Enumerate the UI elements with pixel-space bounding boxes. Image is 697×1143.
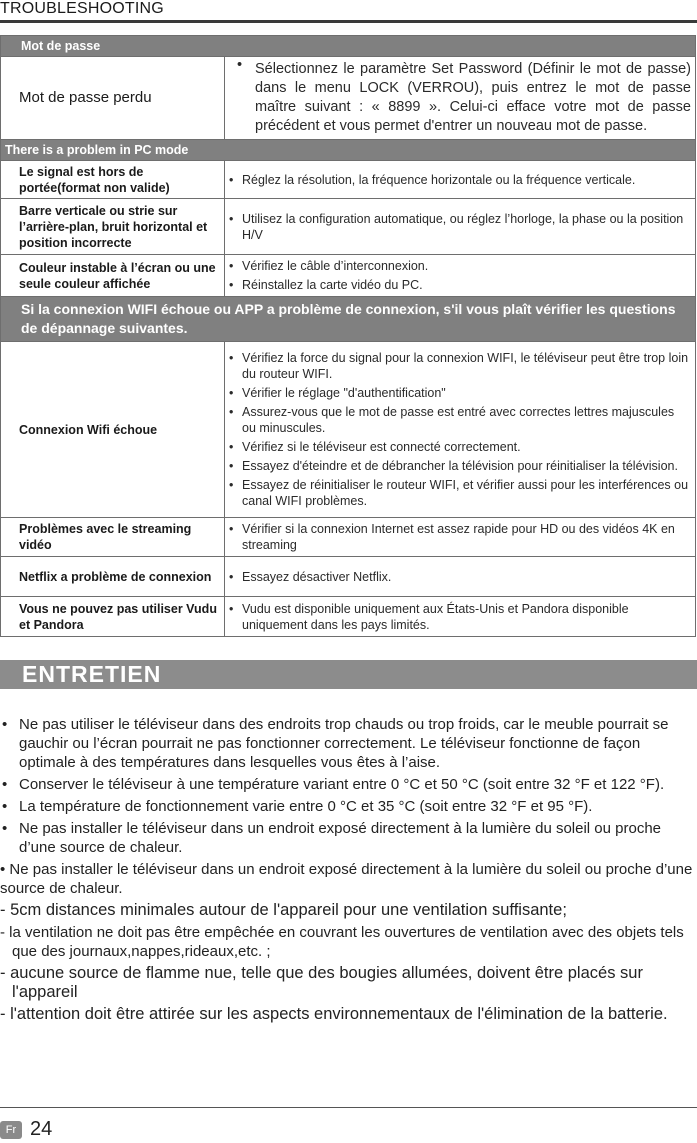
- section-header-wifi: Si la connexion WIFI échoue ou APP a problème de connexion, s'il vous plaît vérifier les questions de dépannage suivantes.: [1, 297, 696, 342]
- section-row-pc: [1, 140, 696, 161]
- solution-item: • Réglez la résolution, la fréquence horizontale ou la fréquence verticale.: [229, 172, 691, 188]
- section-row-wifi: [1, 297, 696, 342]
- issue-cell: Barre verticale ou strie sur l’arrière-plan, bruit horizontal et position incorrecte: [1, 199, 225, 255]
- issue-cell: Le signal est hors de portée(format non valide): [1, 161, 225, 199]
- page-title: TROUBLESHOOTING: [0, 0, 164, 17]
- solution-item: • Essayez d'éteindre et de débrancher la télévision pour réinitialiser la télévision.: [229, 458, 691, 474]
- entretien-dash-item: - 5cm distances minimales autour de l'appareil pour une ventilation suffisante;: [0, 901, 567, 919]
- issue-cell: Vous ne pouvez pas utiliser Vudu et Pandora: [1, 597, 225, 637]
- entretien-banner: [0, 660, 697, 689]
- solution-item: • Réinstallez la carte vidéo du PC.: [229, 277, 691, 293]
- table-row: [1, 342, 696, 518]
- section-header-pc: There is a problem in PC mode: [1, 140, 696, 161]
- entretien-bullet: • Ne pas installer le téléviseur dans un endroit exposé directement à la lumière du soleil ou proche d’une source de chaleur.: [0, 819, 697, 857]
- solution-cell: [225, 255, 696, 297]
- table-row: [1, 557, 696, 597]
- issue-cell: Netflix a problème de connexion: [1, 557, 225, 597]
- solution-item: • Essayez désactiver Netflix.: [229, 569, 691, 585]
- solution-cell: [225, 557, 696, 597]
- footer-rule: [0, 1107, 697, 1108]
- table-row: [1, 57, 696, 140]
- solution-item: • Assurez-vous que le mot de passe est entré avec correctes lettres majuscules ou minuscules.: [229, 404, 691, 436]
- solution-item: • Vérifiez le câble d’interconnexion.: [229, 258, 691, 274]
- issue-cell: Couleur instable à l’écran ou une seule couleur affichée: [1, 255, 225, 297]
- issue-cell: Connexion Wifi échoue: [1, 342, 225, 518]
- section-row-password: [1, 36, 696, 57]
- solution-cell: [225, 342, 696, 518]
- solution-cell: [225, 597, 696, 637]
- solution-cell: [225, 57, 696, 140]
- table-row: [1, 597, 696, 637]
- solution-item: • Sélectionnez le paramètre Set Password (Définir le mot de passe) dans le menu LOCK (VERROU), puis entrez le mot de passe maître suivant : « 8899 ». Celui-ci efface votre mot de passe précédent et vous permet d'entrer un nouveau mot de passe.: [229, 60, 691, 136]
- table-row: [1, 255, 696, 297]
- solution-cell: [225, 518, 696, 557]
- entretien-body: [0, 715, 697, 1027]
- table-row: [1, 199, 696, 255]
- table-row: [1, 161, 696, 199]
- solution-item: • Essayez de réinitialiser le routeur WIFI, et vérifier aussi pour les interférences ou canal WIFI problèmes.: [229, 477, 691, 509]
- entretien-dash-item: - la ventilation ne doit pas être empêchée en couvrant les ouvertures de ventilation avec des objets tels que des journaux,nappes,rideaux,etc. ;: [0, 924, 684, 960]
- table-row: [1, 518, 696, 557]
- troubleshooting-table: [0, 35, 696, 637]
- entretien-bullet: • Ne pas utiliser le téléviseur dans des endroits trop chauds ou trop froids, car le meuble pourrait se gauchir ou l’écran pourrait ne pas fonctionner correctement. Le téléviseur fonctionne de façon optimale à des températures dans lesquelles vous êtes à l’aise.: [0, 715, 697, 772]
- solution-item: • Vérifiez si le téléviseur est connecté correctement.: [229, 439, 691, 455]
- entretien-dash-item: - l'attention doit être attirée sur les aspects environnementaux de l'élimination de la batterie.: [0, 1005, 668, 1023]
- entretien-bullet: • Conserver le téléviseur à une température variant entre 0 °C et 50 °C (soit entre 32 °F et 122 °F).: [0, 775, 697, 794]
- solution-cell: [225, 161, 696, 199]
- entretien-title: ENTRETIEN: [22, 661, 162, 687]
- title-rule: [0, 20, 697, 23]
- solution-item: • Vérifiez la force du signal pour la connexion WIFI, le téléviseur peut être trop loin du routeur WIFI.: [229, 350, 691, 382]
- solution-item: • Vudu est disponible uniquement aux États-Unis et Pandora disponible uniquement dans les pays limités.: [229, 601, 691, 633]
- solution-item: • Vérifier le réglage "d'authentification": [229, 385, 691, 401]
- entretien-dash-item: - aucune source de flamme nue, telle que des bougies allumées, doivent être placés sur l'appareil: [0, 964, 643, 1001]
- entretien-bullet: • La température de fonctionnement varie entre 0 °C et 35 °C (soit entre 32 °F et 95 °F).: [0, 797, 697, 816]
- solution-cell: [225, 199, 696, 255]
- issue-cell-lost-password: Mot de passe perdu: [1, 57, 225, 140]
- issue-cell: Problèmes avec le streaming vidéo: [1, 518, 225, 557]
- solution-item: • Utilisez la configuration automatique, ou réglez l’horloge, la phase ou la position H/V: [229, 211, 691, 243]
- solution-item: • Vérifier si la connexion Internet est assez rapide pour HD ou des vidéos 4K en streaming: [229, 521, 691, 553]
- language-badge: Fr: [0, 1121, 22, 1139]
- section-header-password: Mot de passe: [1, 36, 696, 57]
- entretien-bullet-free: • Ne pas installer le téléviseur dans un endroit exposé directement à la lumière du soleil ou proche d’une source de chaleur.: [0, 861, 693, 897]
- page-number: 24: [30, 1118, 53, 1140]
